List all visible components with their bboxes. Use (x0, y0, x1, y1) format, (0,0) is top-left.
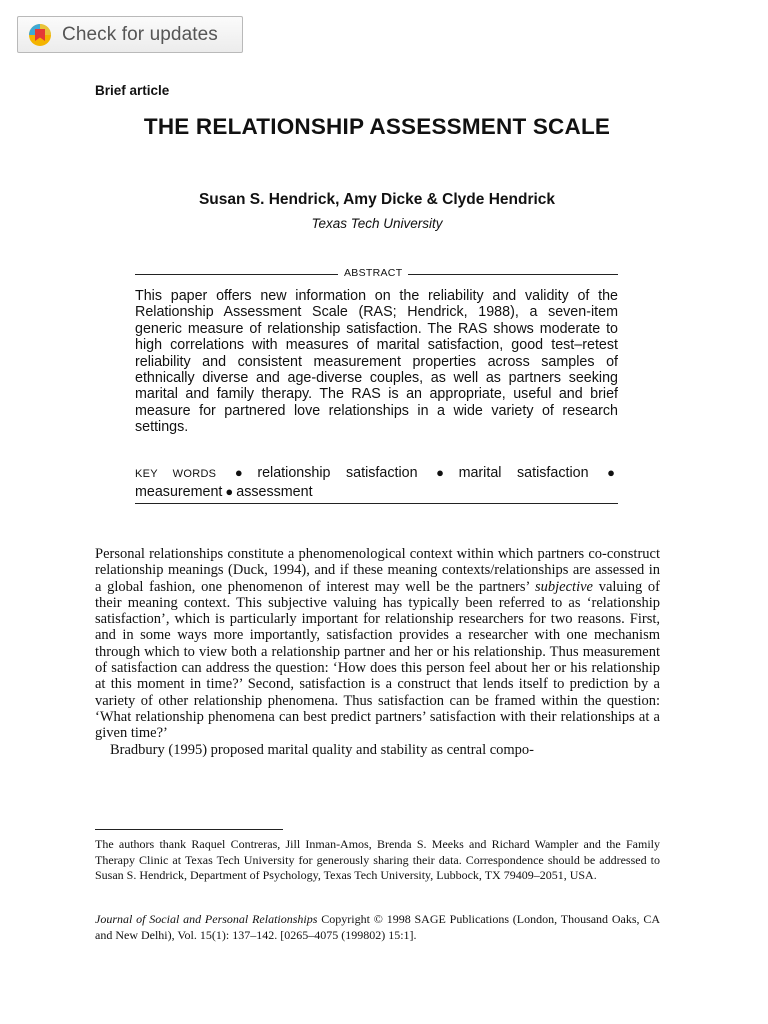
copyright-icon: © (373, 912, 383, 926)
check-for-updates-label: Check for updates (62, 23, 218, 45)
keywords-label: KEY WORDS (135, 468, 217, 480)
keyword-item: assessment (236, 484, 313, 500)
journal-citation: Journal of Social and Personal Relationships Copyright © 1998 SAGE Publications (London, Thousand Oaks, CA and New Delhi), Vol. 15(1): 137–142. [0265–4075 (199802) 15:1]. (95, 912, 661, 942)
abstract-text: This paper offers new information on the reliability and validity of the Relationship Assessment Scale (RAS; Hendrick, 1988), a seven-item generic measure of relationship satisfaction. The RAS shows moderate to high correlations with measures of marital satisfaction, good test–retest reliability and consistent measurement properties across samples of ethnically diverse and age-diverse couples, as well as partners seeking marital and family therapy. The RAS is an appropriate, useful and brief measure for partnered love relationships in a wide variety of research settings. (135, 288, 618, 436)
article-type-label: Brief article (95, 83, 170, 98)
keyword-item: relationship satisfaction (257, 465, 418, 481)
keywords-line (135, 464, 618, 501)
abstract-bottom-rule (135, 503, 618, 504)
bullet-icon: ● (234, 465, 255, 480)
bullet-icon: ● (607, 465, 615, 480)
author-affiliation: Texas Tech University (311, 216, 443, 231)
journal-name: Journal of Social and Personal Relationships (95, 912, 318, 926)
bullet-icon: ● (225, 484, 234, 499)
article-title: THE RELATIONSHIP ASSESSMENT SCALE (143, 114, 611, 139)
author-list: Susan S. Hendrick, Amy Dicke & Clyde Hendrick (198, 191, 556, 208)
emphasis-text: subjective (535, 578, 593, 595)
acknowledgement-footnote: The authors thank Raquel Contreras, Jill Inman-Amos, Brenda S. Meeks and Richard Wampler and the Family Therapy Clinic at Texas Tech University for generously sharing their data. Correspondence should be addressed to Susan S. Hendrick, Department of Psychology, Texas Tech University, Lubbock, TX 79409–2051, USA. (95, 837, 660, 882)
bullet-icon: ● (436, 465, 456, 480)
abstract-heading: ABSTRACT (338, 267, 408, 279)
body-paragraph: Personal relationships constitute a phenomenological context within which partners co-construct relationship meanings (Duck, 1994), and if these meaning contexts/relationships are assessed in a global fashion, one phenomenon of interest may well be the partners’ subjective valuing of their meaning context. This subjective valuing has typically been referred to as ‘relationship satisfaction’, which is particularly important for relationship researchers for two reasons. First, and in some ways more importantly, satisfaction provides a researcher with one mechanism through which to view both a relationship partner and her or his relationship. Thus measurement of satisfaction can address the question: ‘How does this person feel about her or his relationship at this moment in time?’ Second, satisfaction is a construct that lends itself to prediction by a variety of other relationship phenomena. Thus satisfaction can be framed within the question: ‘What relationship phenomena can best predict partners’ satisfaction with their relationships at a given time?’ (95, 546, 660, 742)
keyword-item: marital satisfaction (458, 465, 589, 481)
article-body (95, 546, 660, 758)
body-paragraph: Bradbury (1995) proposed marital quality and stability as central compo- (110, 741, 535, 758)
crossmark-icon (28, 23, 52, 47)
footnote-rule (95, 829, 283, 830)
keyword-item: measurement (135, 484, 223, 500)
check-for-updates-button[interactable] (17, 16, 243, 53)
